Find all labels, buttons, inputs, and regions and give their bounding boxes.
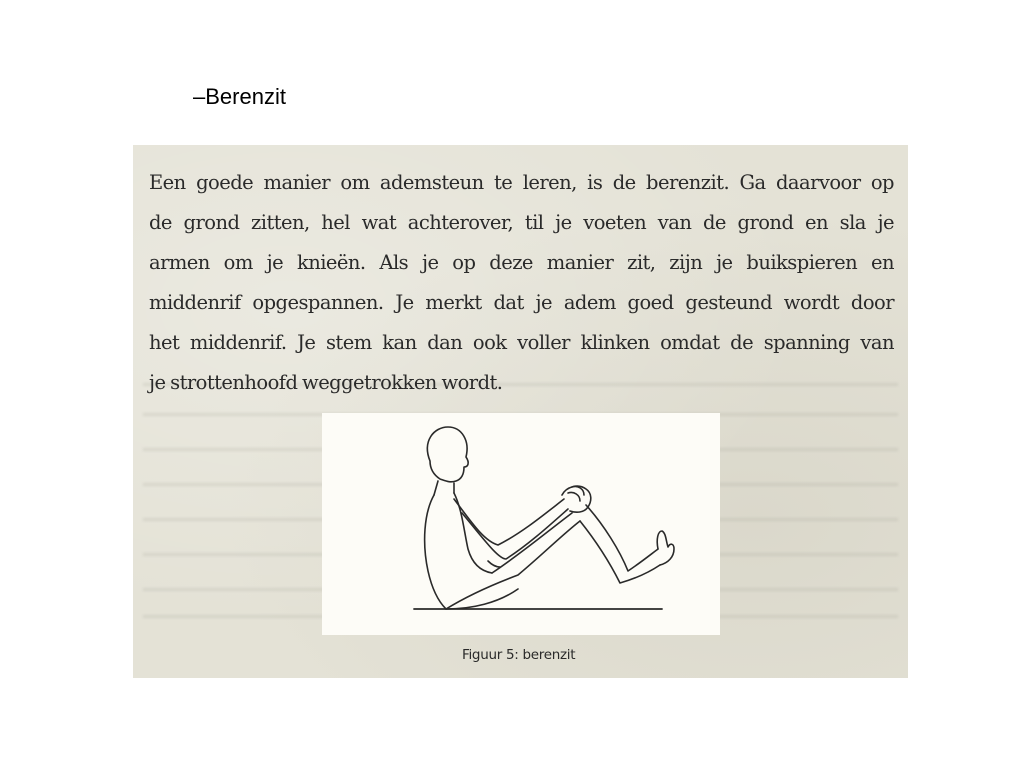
figure-illustration [322, 413, 720, 635]
figure-caption: Figuur 5: berenzit [462, 647, 576, 663]
body-paragraph [149, 163, 894, 403]
seated-figure-icon [322, 413, 720, 635]
scanned-page [133, 145, 908, 678]
body-line: de grond zitten, hel wat achterover, til je voeten van de grond en sla je [149, 211, 894, 234]
slide-title: –Berenzit [193, 84, 286, 109]
body-line: het middenrif. Je stem kan dan ook voller klinken omdat de spanning van [149, 331, 894, 354]
body-line: middenrif opgespannen. Je merkt dat je adem goed gesteund wordt door [149, 291, 894, 314]
body-line: armen om je knieën. Als je op deze manier zit, zijn je buikspieren en [149, 251, 894, 274]
body-line: je strottenhoofd weggetrokken wordt. [149, 371, 503, 394]
body-line: Een goede manier om ademsteun te leren, is de berenzit. Ga daarvoor op [149, 171, 894, 194]
